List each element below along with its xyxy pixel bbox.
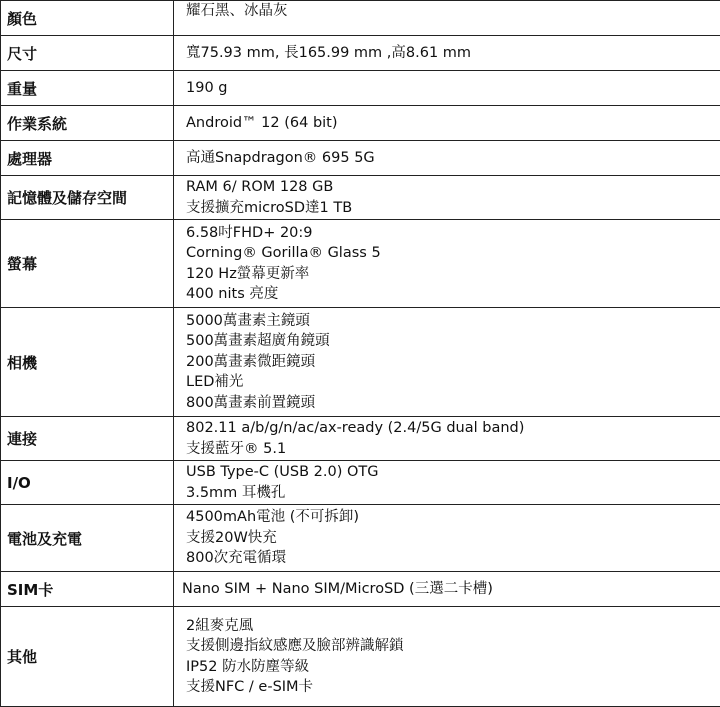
value-line: 200萬畫素微距鏡頭 [186,353,316,370]
value-line: 4500mAh電池 (不可拆卸) [186,509,360,526]
value-line: 5000萬畫素主鏡頭 [186,312,310,329]
value-line: 支援20W快充 [186,529,277,546]
row-label-io: I/O [1,461,174,505]
value-line: 支援NFC / e-SIM卡 [186,679,314,695]
value-line: RAM 6/ ROM 128 GB [186,179,334,195]
row-value-processor [174,141,720,176]
row-value-memory [174,176,720,220]
table-row [1,141,720,176]
value-line: Nano SIM + Nano SIM/MicroSD (三選二卡槽) [182,580,493,597]
value-line: 耀石黑、冰晶灰 [186,3,288,19]
row-label-camera: 相機 [1,308,174,417]
value-line: 500萬畫素超廣角鏡頭 [186,333,330,350]
row-value-os [174,106,720,141]
row-label-display: 螢幕 [1,220,174,308]
row-label-dimensions: 尺寸 [1,36,174,71]
table-row [1,36,720,71]
table-row [1,308,720,417]
row-label-processor: 處理器 [1,141,174,176]
table-row [1,505,720,572]
row-value-dimensions [174,36,720,71]
value-line: LED補光 [186,374,244,391]
table-row [1,106,720,141]
value-line: USB Type-C (USB 2.0) OTG [186,464,379,480]
table-row [1,607,720,707]
row-value-weight [174,71,720,106]
value-line: 800次充電循環 [186,550,287,567]
table-row [1,572,720,607]
value-line: 支援藍牙® 5.1 [186,440,287,457]
value-line: 190 g [186,79,228,96]
value-line: 支援擴充microSD達1 TB [186,199,353,216]
value-line: 6.58吋FHD+ 20:9 [186,224,313,241]
row-label-color: 顏色 [1,1,174,36]
row-value-display [174,220,720,308]
row-value-connectivity [174,417,720,461]
row-label-battery: 電池及充電 [1,505,174,572]
value-line: 400 nits 亮度 [186,286,279,302]
table-row [1,1,720,36]
value-line: 800萬畫素前置鏡頭 [186,394,316,411]
row-value-sim [174,572,720,607]
row-value-color [174,1,720,36]
value-line: 120 Hz螢幕更新率 [186,265,310,282]
row-label-weight: 重量 [1,71,174,106]
value-line: 802.11 a/b/g/n/ac/ax-ready (2.4/5G dual band) [186,420,525,436]
row-value-other [174,607,720,707]
row-label-memory: 記憶體及儲存空間 [1,176,174,220]
value-line: Android™ 12 (64 bit) [186,114,338,131]
value-line: 寬75.93 mm, 長165.99 mm ,高8.61 mm [186,44,472,61]
table-row [1,220,720,308]
row-value-io [174,461,720,505]
table-row [1,71,720,106]
row-value-camera [174,308,720,417]
value-line: 2組麥克風 [186,617,254,634]
value-line: 支援側邊指紋感應及臉部辨識解鎖 [186,638,404,654]
value-line: IP52 防水防塵等級 [186,658,310,675]
table-row [1,461,720,505]
value-line: Corning® Gorilla® Glass 5 [186,245,381,261]
row-value-battery [174,505,720,572]
row-label-os: 作業系統 [1,106,174,141]
table-row [1,176,720,220]
table-row [1,417,720,461]
row-label-other: 其他 [1,607,174,707]
value-line: 高通Snapdragon® 695 5G [186,149,375,166]
row-label-sim: SIM卡 [1,572,174,607]
value-line: 3.5mm 耳機孔 [186,484,286,501]
row-label-connectivity: 連接 [1,417,174,461]
